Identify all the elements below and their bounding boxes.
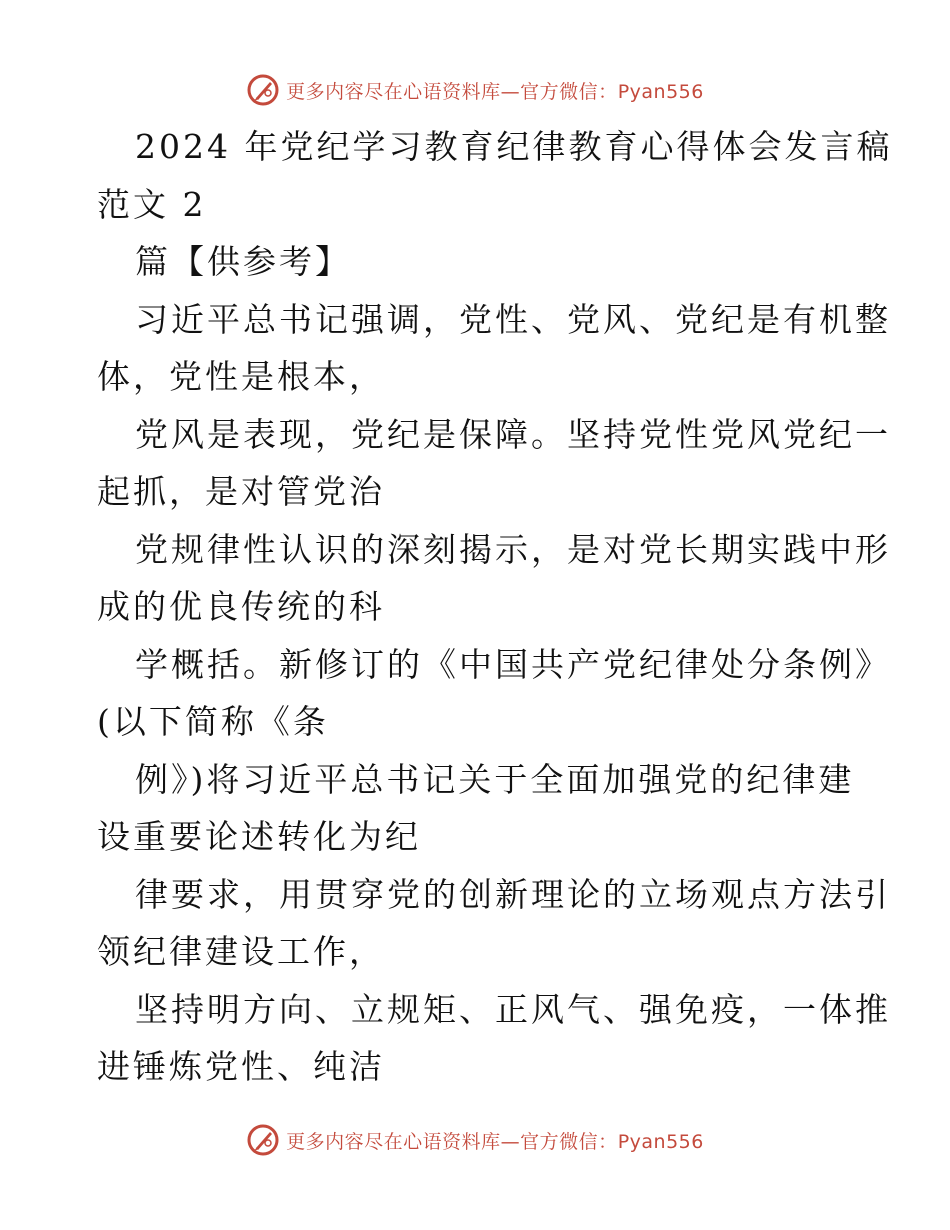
document-line: 学概括。新修订的《中国共产党纪律处分条例》: [135, 644, 891, 684]
footer-wechat-label: 官方微信：: [520, 1130, 618, 1153]
document-line: 党风是表现，党纪是保障。坚持党性党风党纪一: [135, 414, 891, 454]
document-line: 篇【供参考】: [135, 242, 351, 281]
document-line: 范文 2: [97, 184, 207, 224]
document-line: 设重要论述转化为纪: [97, 817, 421, 856]
document-line: 起抓，是对管党治: [97, 472, 385, 511]
header-separator: —: [500, 80, 521, 103]
footer-brand-text: 更多内容尽在心语资料库: [286, 1130, 501, 1153]
document-line: 例》)将习近平总书记关于全面加强党的纪律建: [135, 759, 855, 799]
document-line: 成的优良传统的科: [97, 587, 385, 626]
footer-wechat-id: Pyan556: [617, 1130, 704, 1153]
document-line: 进锤炼党性、纯洁: [97, 1047, 385, 1086]
document-line: 坚持明方向、立规矩、正风气、强免疫，一体推: [135, 989, 891, 1029]
document-body: [97, 118, 893, 1096]
document-line: 2024 年党纪学习教育纪律教育心得体会发言稿: [135, 127, 893, 166]
header-banner-text: [286, 77, 704, 104]
header-wechat-label: 官方微信：: [520, 80, 618, 103]
footer-banner: [0, 1120, 950, 1160]
footer-banner-text: [286, 1127, 704, 1154]
document-line: 党规律性认识的深刻揭示，是对党长期实践中形: [135, 529, 891, 569]
document-line: 领纪律建设工作，: [97, 932, 385, 971]
footer-separator: —: [500, 1130, 521, 1153]
header-banner: [0, 70, 950, 110]
document-line: 体，党性是根本，: [97, 357, 385, 396]
quill-pen-logo-icon: [246, 1123, 280, 1157]
document-line: 习近平总书记强调，党性、党风、党纪是有机整: [135, 299, 891, 339]
document-line: (以下简称《条: [97, 702, 329, 741]
header-wechat-id: Pyan556: [617, 80, 704, 103]
header-brand-text: 更多内容尽在心语资料库: [286, 80, 501, 103]
quill-pen-logo-icon: [246, 73, 280, 107]
document-line: 律要求，用贯穿党的创新理论的立场观点方法引: [135, 874, 891, 914]
